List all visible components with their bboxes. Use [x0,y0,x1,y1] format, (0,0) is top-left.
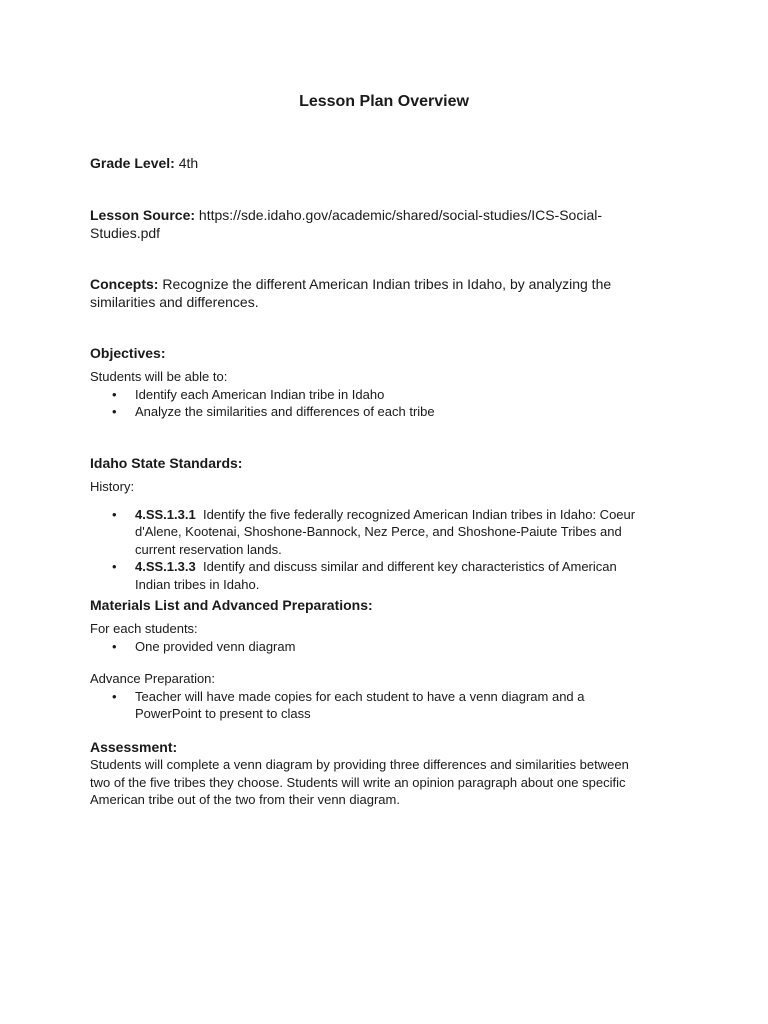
list-item: • Analyze the similarities and differences of each tribe [112,404,435,419]
list-item: • 4.SS.1.3.1 Identify the five federally recognized American Indian tribes in Idaho: Coeur d'Alene, Kootenai, Shoshone-Bannock, Nez Perce, and Shoshone-Paiute Tribes and current reservation lands. [112,506,636,557]
assessment-line1: Students will complete a venn diagram by providing three differences and similarities between [90,757,629,772]
standards-heading: Idaho State Standards: [90,455,243,471]
advance-prep-label: Advance Preparation: [90,671,216,686]
bullet-icon: • [112,404,117,419]
list-item: • 4.SS.1.3.3 Identify and discuss similar and different key characteristics of American Indian tribes in Idaho. [112,559,617,592]
grade-level-value: 4th [178,155,199,171]
grade-level-section [90,155,670,173]
bullet-icon: • [112,506,117,522]
lesson-source-section [90,207,670,242]
list-item: • Teacher will have made copies for each student to have a venn diagram and a PowerPoint to present to class [112,688,585,721]
grade-level-label: Grade Level: [90,155,175,171]
lesson-source-label: Lesson Source: [90,207,196,223]
assessment-heading: Assessment: [90,739,178,755]
objectives-heading: Objectives: [90,345,166,361]
objectives-list [90,386,670,421]
advance-prep-list [90,688,670,723]
concepts-text-line1: Recognize the different American Indian tribes in Idaho, by analyzing the [162,276,612,292]
concepts-text-line2: similarities and differences. [90,293,259,310]
lesson-source-url-line2: Studies.pdf [90,224,161,241]
list-item: • One provided venn diagram [112,638,296,654]
materials-heading: Materials List and Advanced Preparations: [90,597,373,613]
objectives-section [90,344,670,421]
concepts-label: Concepts: [90,276,159,292]
list-item: • Identify each American Indian tribe in Idaho [112,386,385,402]
bullet-icon: • [112,559,117,574]
standard-code: 4.SS.1.3.3 [135,559,196,574]
standards-list [90,506,670,594]
materials-section [90,596,670,723]
assessment-line3: American tribe out of the two from their venn diagram. [90,792,400,807]
assessment-line2: two of the five tribes they choose. Students will write an opinion paragraph about one specific [90,774,626,790]
bullet-icon: • [112,688,117,704]
lesson-source-url-line1: https://sde.idaho.gov/academic/shared/social-studies/ICS-Social- [198,207,603,223]
standards-subject: History: [90,479,135,494]
concepts-section [90,276,670,311]
materials-each-list [90,638,670,656]
page-title: Lesson Plan Overview [299,93,469,110]
standards-section [90,454,670,593]
materials-each-label: For each students: [90,621,198,636]
bullet-icon: • [112,638,117,654]
bullet-icon: • [112,386,117,402]
assessment-section [90,738,670,809]
standard-code: 4.SS.1.3.1 [135,506,196,522]
objectives-intro: Students will be able to: [90,369,228,384]
